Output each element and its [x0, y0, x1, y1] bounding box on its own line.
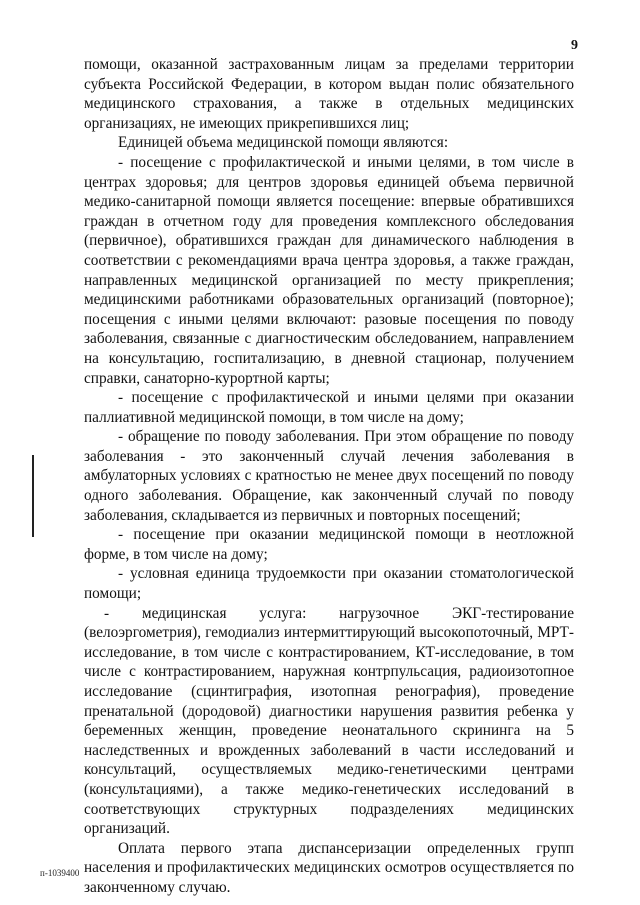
list-item: - медицинская услуга: нагрузочное ЭКГ-тестирование (велоэргометрия), гемодиализ интермиттирующий высокопоточный, МРТ-исследование, в том числе с контрастированием, КТ-исследование, в том числе с контрастированием, наружная контрпульсация, радиоизотопное исследование (сцинтиграфия, изотопная ренография), проведение пренатальной (дородовой) диагностики нарушения развития ребенка у беременных женщин, проведение неонатального скрининга на 5 наследственных и врожденных заболеваний в части исследований и консультаций, осуществляемых медико-генетическими центрами (консультациями), а также медико-генетических исследований в соответствующих структурных подразделениях медицинских организаций. [84, 604, 574, 838]
paragraph: помощи, оказанной застрахованным лицам за пределами территории субъекта Российской Федерации, в котором выдан полис обязательного медицинского страхования, а также в отдельных медицинских организациях, не имеющих прикрепившихся лиц; [84, 56, 574, 132]
list-item: - условная единица трудоемкости при оказании стоматологической помощи; [84, 565, 574, 603]
page-number: 9 [571, 38, 578, 53]
margin-bar [32, 455, 34, 537]
document-code: п-1039400 [40, 868, 80, 878]
body-text [84, 55, 574, 898]
list-item: - обращение по поводу заболевания. При этом обращение по поводу заболевания - это законченный случай лечения заболевания в амбулаторных условиях с кратностью не менее двух посещений по поводу одного заболевания. Обращение, как законченный случай по поводу заболевания, складывается из первичных и повторных посещений; [84, 428, 574, 524]
list-item: - посещение с профилактической и иными целями при оказании паллиативной медицинской помощи, в том числе на дому; [84, 389, 574, 426]
paragraph: Оплата первого этапа диспансеризации определенных групп населения и профилактических медицинских осмотров осуществляется по законченному случаю. [84, 839, 574, 896]
paragraph: Единицей объема медицинской помощи являются: [118, 134, 449, 152]
list-item: - посещение с профилактической и иными целями, в том числе в центрах здоровья; для центров здоровья единицей объема первичной медико-санитарной помощи является посещение: впервые обратившихся граждан в отчетном году для проведения комплексного обследования (первичное), обратившихся граждан для динамического наблюдения в соответствии с рекомендациями врача центра здоровья, а также граждан, направленных медицинской организацией по месту прикрепления; медицинскими работниками образовательных организаций (повторное); посещения с иными целями включают: разовые посещения по поводу заболевания, связанные с диагностическим обследованием, направлением на консультацию, госпитализацию, в дневной стационар, получением справки, санаторно-курортной карты; [84, 153, 574, 387]
list-item: - посещение при оказании медицинской помощи в неотложной форме, в том числе на дому; [84, 526, 574, 563]
